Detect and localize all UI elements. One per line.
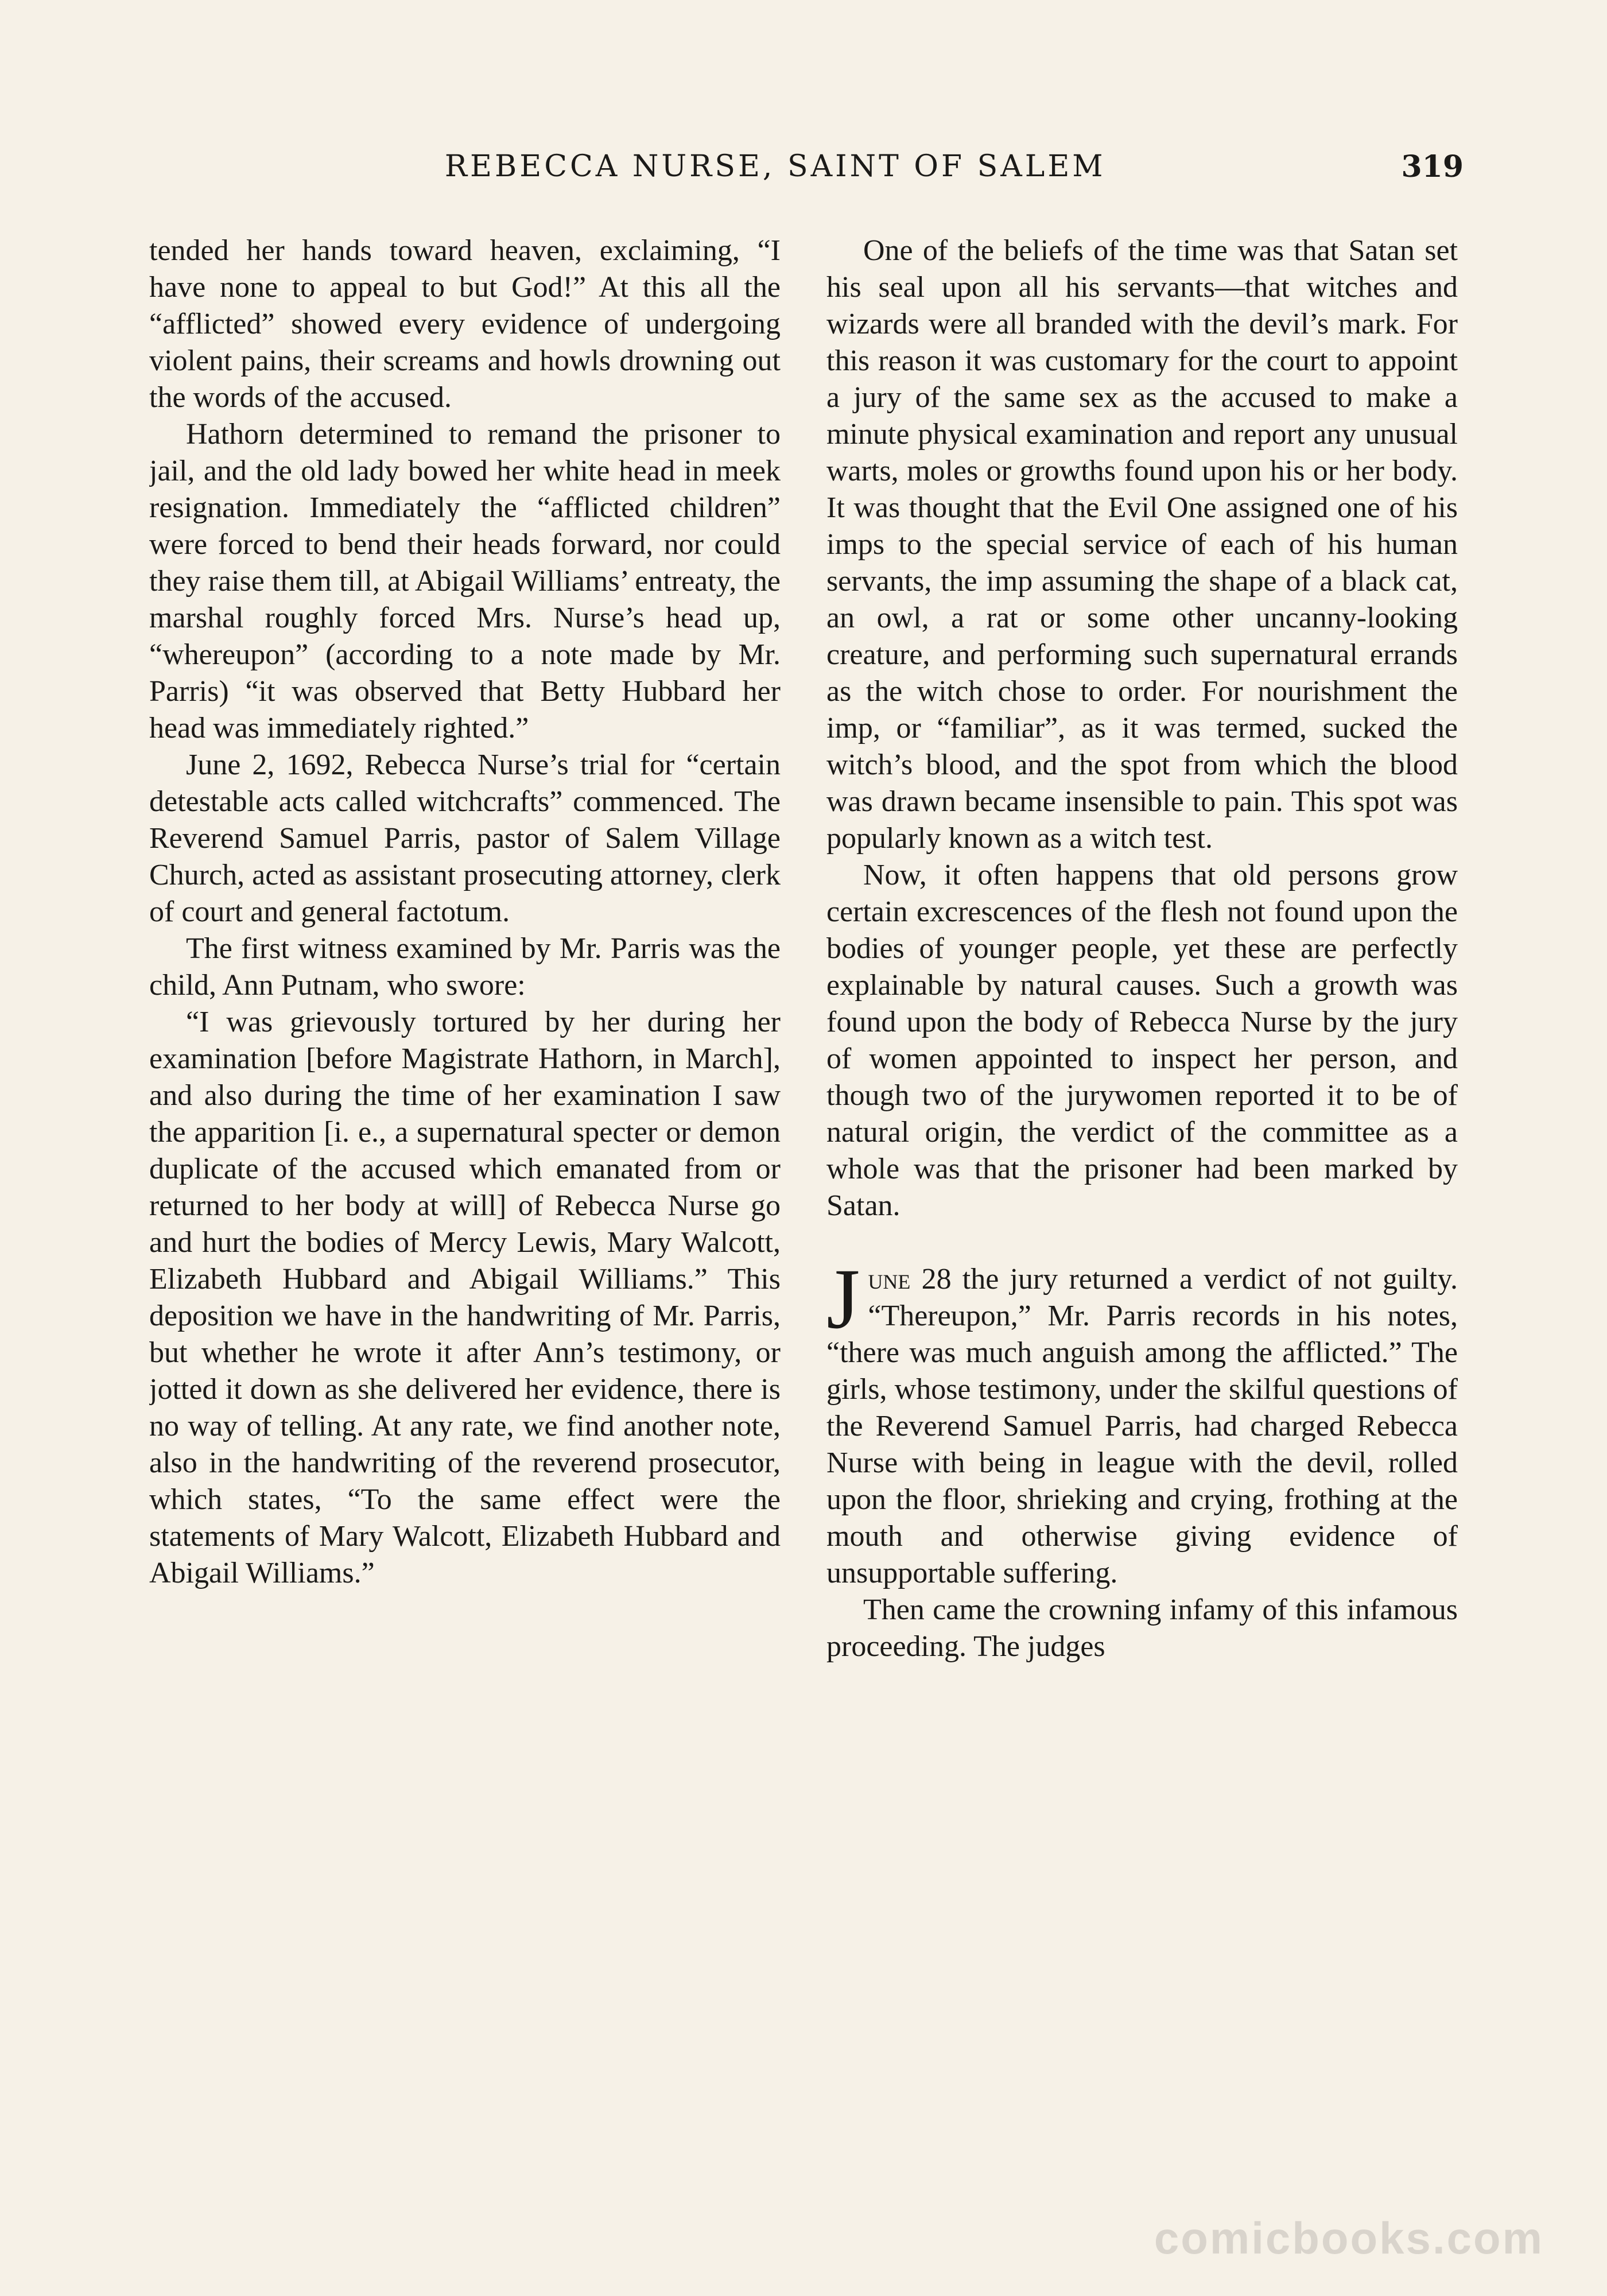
page-header: [149, 144, 1464, 189]
paragraph: “I was grievously tortured by her during her examination [before Magistrate Hathorn, in March], and also during the time of her examination I saw the apparition [i. e., a supernatural specter or demon duplicate of the accused which emanated from or returned to her body at will] of Rebecca Nurse go and hurt the bodies of Mercy Lewis, Mary Walcott, Elizabeth Hubbard and Abigail Williams.” This deposition we have in the handwriting of Mr. Parris, but whether he wrote it after Ann’s testimony, or jotted it down as she delivered her evidence, there is no way of telling. At any rate, we find another note, also in the handwriting of the reverend prosecutor, which states, “To the same effect were the statements of Mary Walcott, Elizabeth Hubbard and Abigail Williams.”: [149, 1006, 781, 1589]
paragraph: Hathorn determined to remand the prisoner to jail, and the old lady bowed her white head in meek resignation. Immediately the “afflicted children” were forced to bend their heads forward, nor could they raise them till, at Abigail Williams’ entreaty, the marshal roughly forced Mrs. Nurse’s head up, “whereupon” (according to a note made by Mr. Parris) “it was observed that Betty Hubbard her head was immediately righted.”: [149, 418, 781, 744]
paragraph: Then came the crowning infamy of this infamous proceeding. The judges: [826, 1593, 1458, 1663]
paragraph-text: 28 the jury returned a verdict of not guilty. “Thereupon,” Mr. Parris records in his notes, “there was much anguish among the afflicted.” The girls, whose testimony, under the skilful questions of the Reverend Samuel Parris, had charged Rebecca Nurse with being in league with the devil, rolled upon the floor, shrieking and crying, frothing at the mouth and otherwise giving evidence of unsupportable suffering.: [826, 1263, 1458, 1589]
running-title: REBECCA NURSE, SAINT OF SALEM: [444, 149, 1106, 184]
paragraph: tended her hands toward heaven, exclaiming, “I have none to appeal to but God!” At this all the “afflicted” showed every evidence of undergoing violent pains, their screams and howls drowning out the words of the accused.: [149, 234, 781, 414]
paragraph: One of the beliefs of the time was that Satan set his seal upon all his servants—that witches and wizards were all branded with the devil’s mark. For this reason it was customary for the court to appoint a jury of the same sex as the accused to make a minute physical examination and report any unusual warts, moles or growths found upon his or her body. It was thought that the Evil One assigned one of his imps to the special service of each of his human servants, the imp assuming the shape of a black cat, an owl, a rat or some other uncanny-looking creature, and performing such supernatural errands as the witch chose to order. For nourishment the imp, or “familiar”, as it was termed, sucked the witch’s blood, and the spot from which the blood was drawn became insensible to pain. This spot was popularly known as a witch test.: [826, 234, 1458, 855]
paragraph: June 2, 1692, Rebecca Nurse’s trial for “certain detestable acts called witchcrafts” commenced. The Reverend Samuel Parris, pastor of Salem Village Church, acted as assistant prosecuting attorney, clerk of court and general factotum.: [149, 748, 781, 928]
paragraph: Now, it often happens that old persons grow certain excrescences of the flesh not found upon the bodies of younger people, yet these are perfectly explainable by natural causes. Such a growth was found upon the body of Rebecca Nurse by the jury of women appointed to inspect her person, and though two of the jurywomen reported it to be of natural origin, the verdict of the committee as a whole was that the prisoner had been marked by Satan.: [826, 859, 1458, 1222]
page-number: 319: [1401, 149, 1464, 184]
drop-cap: J: [826, 1251, 860, 1347]
section-break: [826, 1224, 1458, 1261]
section-opening-paragraph: [826, 1251, 1458, 1592]
right-column: [826, 232, 1458, 2173]
paragraph: The first witness examined by Mr. Parris was the child, Ann Putnam, who swore:: [149, 932, 781, 1002]
left-column: [149, 232, 781, 2173]
small-caps-lead: une: [868, 1263, 911, 1296]
watermark: comicbooks.com: [1154, 2213, 1544, 2263]
